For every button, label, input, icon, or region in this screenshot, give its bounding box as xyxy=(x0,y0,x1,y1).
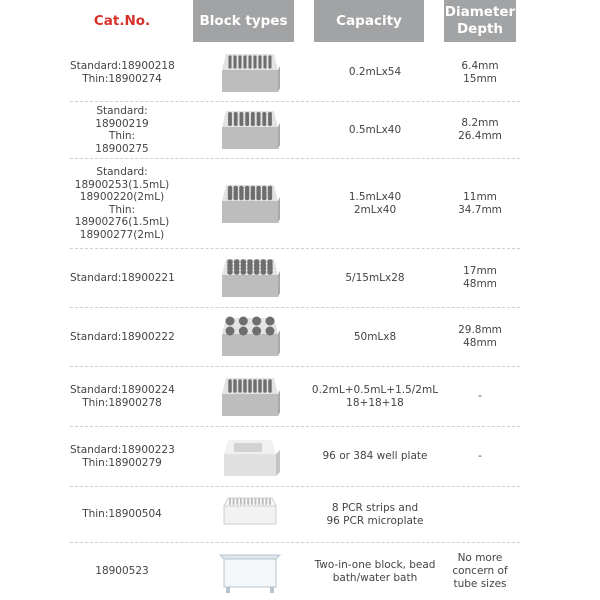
cat-no-line: Thin:18900274 xyxy=(82,72,162,85)
diameter-depth-cell xyxy=(440,390,520,403)
capacity-cell xyxy=(310,331,440,344)
diameter-depth-cell xyxy=(440,265,520,291)
capacity-line: 1.5mLx40 xyxy=(348,190,402,203)
capacity-line: 96 or 384 well plate xyxy=(322,450,428,462)
header-capacity xyxy=(314,0,424,42)
block-water-bath-icon xyxy=(218,549,282,595)
table-row xyxy=(70,487,520,542)
header-capacity-label: Capacity xyxy=(336,12,402,29)
capacity-line: 8 PCR strips and xyxy=(331,501,419,514)
header-block-types-label: Block types xyxy=(199,12,288,29)
diameter-depth-line: - xyxy=(478,390,482,402)
cat-no-cell xyxy=(70,166,174,241)
cat-no-line: 18900276(1.5mL) xyxy=(74,216,170,228)
block-type-cell xyxy=(190,374,310,420)
block-type-cell xyxy=(190,107,310,153)
table-row xyxy=(70,102,520,158)
diameter-depth-line: 48mm xyxy=(463,337,497,349)
diameter-depth-line: 34.7mm xyxy=(458,203,502,216)
table-row xyxy=(70,308,520,366)
diameter-depth-line: 11mm xyxy=(463,190,497,203)
block-type-cell xyxy=(190,549,310,595)
cat-no-line: Standard:18900224 xyxy=(70,384,175,396)
capacity-cell xyxy=(310,559,440,585)
cat-no-line: Standard:18900218 xyxy=(70,60,175,72)
cat-no-line: Standard:18900221 xyxy=(70,271,175,284)
cat-no-cell xyxy=(70,272,174,285)
cat-no-line: 18900220(2mL) xyxy=(79,191,165,203)
diameter-depth-line: 17mm xyxy=(463,265,497,277)
capacity-cell xyxy=(310,66,440,79)
diameter-depth-cell xyxy=(440,552,520,591)
capacity-line: 0.2mLx54 xyxy=(348,66,402,78)
block-pcr-plate-icon xyxy=(218,492,282,538)
capacity-line: Two-in-one block, bead xyxy=(314,558,436,571)
diameter-depth-line: 26.4mm xyxy=(458,130,502,142)
capacity-cell xyxy=(310,191,440,217)
cat-no-cell xyxy=(70,444,174,469)
block-combo-well-icon xyxy=(218,374,282,420)
capacity-cell xyxy=(310,272,440,285)
cat-no-line: Standard: xyxy=(96,105,148,117)
block-type-cell xyxy=(190,434,310,480)
diameter-depth-line: 29.8mm xyxy=(458,324,502,336)
capacity-cell xyxy=(310,384,440,410)
block-40-well-icon xyxy=(218,107,282,153)
header-depth-label: Depth xyxy=(456,21,504,37)
cat-no-cell xyxy=(70,508,174,521)
table-row xyxy=(70,427,520,486)
cat-no-cell xyxy=(70,565,174,578)
block-type-cell xyxy=(190,50,310,96)
capacity-line: 0.2mL+0.5mL+1.5/2mL xyxy=(311,383,439,396)
header-diameter-label: Diameter xyxy=(444,4,516,20)
diameter-depth-cell xyxy=(440,324,520,350)
cat-no-line: Standard:18900223 xyxy=(70,444,175,456)
cat-no-line: 18900275 xyxy=(95,142,149,155)
table-row xyxy=(70,249,520,307)
block-type-cell xyxy=(190,492,310,538)
diameter-depth-line: concern of xyxy=(452,565,508,577)
table-row xyxy=(70,44,520,101)
capacity-cell xyxy=(310,124,440,137)
diameter-depth-cell xyxy=(440,60,520,86)
block-8-well-icon xyxy=(218,314,282,360)
table-row xyxy=(70,367,520,426)
block-54-well-icon xyxy=(218,50,282,96)
block-28-well-icon xyxy=(218,255,282,301)
header-diameter-depth xyxy=(444,0,516,42)
cat-no-cell xyxy=(70,60,174,85)
capacity-cell xyxy=(310,502,440,528)
cat-no-line: Thin: xyxy=(108,130,136,142)
diameter-depth-line: 6.4mm xyxy=(461,59,499,72)
cat-no-line: Thin:18900279 xyxy=(82,456,162,469)
cat-no-line: Standard:18900222 xyxy=(70,330,175,343)
diameter-depth-cell xyxy=(440,191,520,217)
diameter-depth-cell xyxy=(440,117,520,143)
table-row xyxy=(70,159,520,248)
capacity-line: 18+18+18 xyxy=(346,396,404,409)
block-well-plate-icon xyxy=(218,434,282,480)
cat-no-cell xyxy=(70,331,174,344)
cat-no-line: Thin:18900504 xyxy=(82,508,162,521)
cat-no-cell xyxy=(70,105,174,155)
diameter-depth-line: tube sizes xyxy=(453,578,507,590)
capacity-line: bath/water bath xyxy=(332,571,418,584)
cat-no-line: Standard: xyxy=(96,166,148,178)
diameter-depth-line: 8.2mm xyxy=(461,117,499,129)
block-type-cell xyxy=(190,255,310,301)
cat-no-line: Thin:18900278 xyxy=(82,396,162,409)
header-block-types xyxy=(193,0,294,42)
cat-no-cell xyxy=(70,384,174,409)
cat-no-line: 18900253(1.5mL) xyxy=(74,178,170,191)
diameter-depth-cell xyxy=(440,450,520,463)
block-type-cell xyxy=(190,314,310,360)
capacity-line: 5/15mLx28 xyxy=(345,271,405,284)
header-cat-no-label: Cat.No. xyxy=(93,12,151,29)
diameter-depth-line: No more xyxy=(457,552,503,564)
diameter-depth-line: 48mm xyxy=(463,278,497,290)
capacity-line: 0.5mLx40 xyxy=(348,123,402,136)
cat-no-line: 18900523 xyxy=(95,565,149,578)
diameter-depth-line: 15mm xyxy=(463,72,497,85)
capacity-line: 96 PCR microplate xyxy=(326,514,424,527)
diameter-depth-line: - xyxy=(478,450,482,462)
header-cat-no xyxy=(70,0,174,42)
capacity-line: 50mLx8 xyxy=(353,330,397,343)
capacity-line: 2mLx40 xyxy=(353,203,397,216)
cat-no-line: 18900277(2mL) xyxy=(79,228,165,241)
block-40-well-large-icon xyxy=(218,181,282,227)
cat-no-line: 18900219 xyxy=(95,117,149,130)
capacity-cell xyxy=(310,450,440,463)
block-type-cell xyxy=(190,181,310,227)
cat-no-line: Thin: xyxy=(108,203,136,216)
table-row xyxy=(70,543,520,600)
